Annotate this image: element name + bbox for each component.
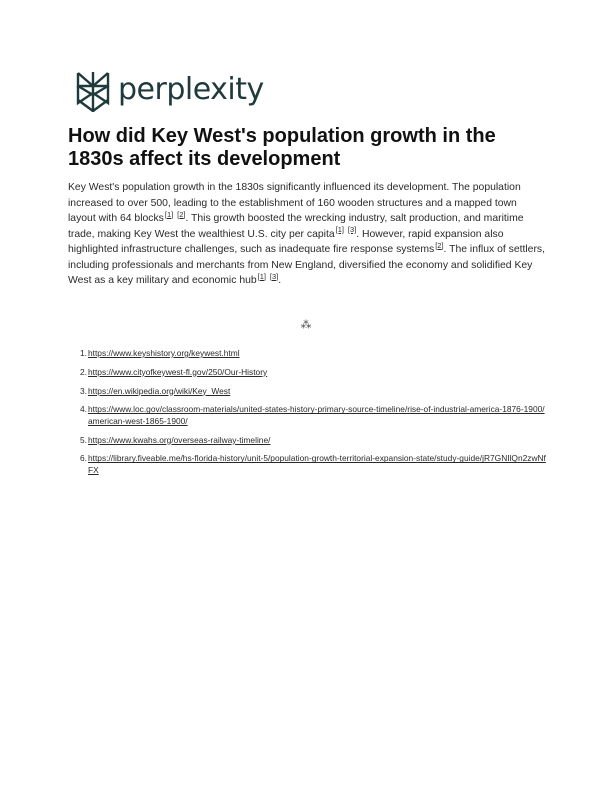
source-link[interactable]: https://www.cityofkeywest-fl.gov/250/Our-History <box>88 366 268 377</box>
source-number: 4. <box>80 404 87 415</box>
citation-link[interactable]: [3] <box>269 271 279 281</box>
answer-text-part: . However, rapid expansion also highlighted infrastructure challenges, such as inadequate fire response systems <box>68 228 504 255</box>
perplexity-logo-icon <box>76 71 110 113</box>
source-number: 6. <box>80 453 87 464</box>
source-link[interactable]: https://www.keyshistory.org/keywest.html <box>88 348 240 358</box>
citation-link[interactable]: [1] <box>164 209 174 219</box>
source-item <box>70 386 548 398</box>
sources-list <box>70 348 548 484</box>
logo-wordmark: perplexity <box>118 72 264 107</box>
source-item <box>70 453 548 476</box>
source-item <box>70 367 548 379</box>
source-item <box>70 348 548 360</box>
answer-text-part: . This growth boosted the wrecking industry, salt production, and maritime trade, making Key West the wealthiest U.S. city per capita <box>68 213 524 240</box>
citation-link[interactable]: [2] <box>177 209 186 219</box>
citation-link[interactable]: [1] <box>335 225 344 235</box>
source-link[interactable]: https://library.fiveable.me/hs-florida-history/unit-5/population-growth-territorial-expansion-state/study-guide/jR7GNIlQn2zwNfFX <box>88 453 546 475</box>
answer-paragraph <box>68 180 546 289</box>
source-item <box>70 404 548 427</box>
page-title: How did Key West's population growth in the 1830s affect its development <box>68 125 496 170</box>
citation-link[interactable]: [1] <box>257 271 266 281</box>
source-number: 5. <box>80 434 87 445</box>
source-item <box>70 435 548 447</box>
answer-text-part: Key West's population growth in the 1830s significantly influenced its development. The population increased to over 500, leading to the establishment of 160 wooden structures and a mapped town layout with 64 blocks <box>68 182 521 224</box>
source-link[interactable]: https://en.wikipedia.org/wiki/Key_West <box>88 385 231 396</box>
citation-link[interactable]: [2] <box>435 240 444 250</box>
perplexity-logo <box>76 70 264 114</box>
source-link[interactable]: https://www.kwahs.org/overseas-railway-timeline/ <box>88 434 271 445</box>
source-number: 1. <box>80 348 87 358</box>
section-divider: ⁂ <box>300 318 312 331</box>
source-number: 2. <box>80 366 87 377</box>
citation-link[interactable]: [3] <box>347 225 357 235</box>
answer-text-part: . The influx of settlers, including professionals and merchants from New England, diversified the economy and solidified Key West as a key military and economic hub <box>68 244 545 286</box>
answer-text-part: . <box>278 275 282 286</box>
source-link[interactable]: https://www.loc.gov/classroom-materials/united-states-history-primary-source-timeline/rise-of-industrial-america-1876-1900/american-west-1865-1900/ <box>88 404 545 426</box>
source-number: 3. <box>80 385 87 396</box>
